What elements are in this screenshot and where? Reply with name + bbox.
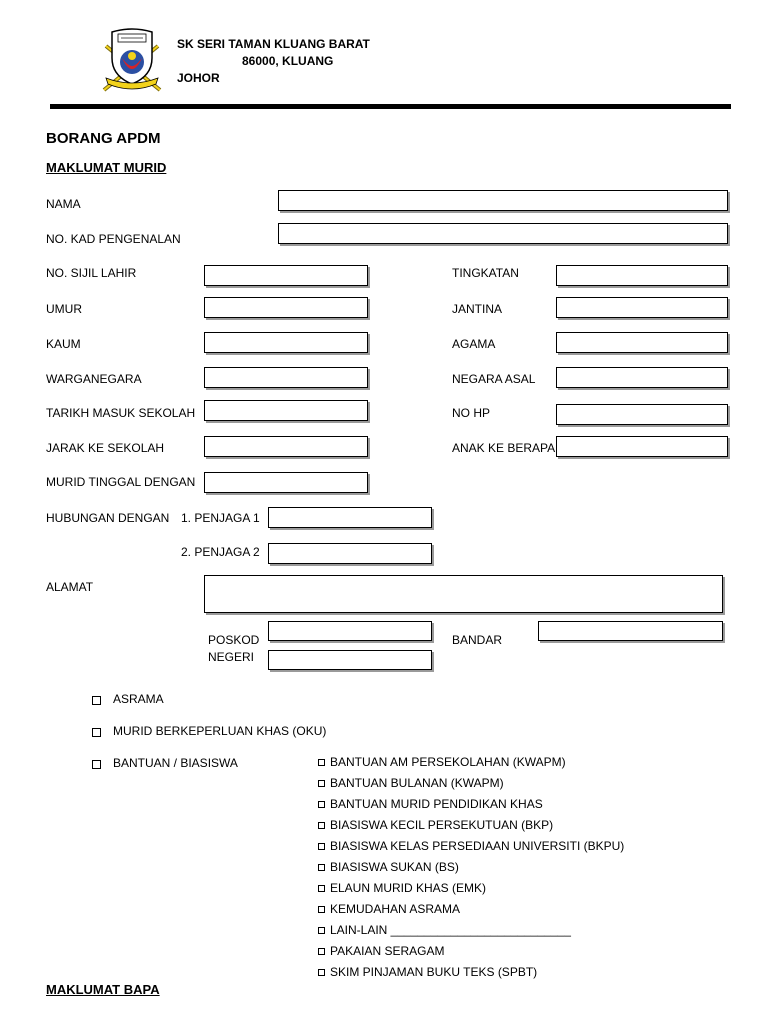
jarak-field[interactable]: [204, 436, 368, 457]
umur-label: UMUR: [46, 302, 82, 316]
tinggal-dengan-label: MURID TINGGAL DENGAN: [46, 475, 196, 489]
bandar-label: BANDAR: [452, 633, 503, 647]
asrama-checkbox[interactable]: [92, 692, 101, 710]
birth-cert-field[interactable]: [204, 265, 368, 286]
penjaga1-field[interactable]: [268, 507, 432, 528]
checkbox-icon[interactable]: [318, 801, 325, 808]
poskod-field[interactable]: [268, 621, 432, 641]
tinggal-dengan-field[interactable]: [204, 472, 368, 493]
alamat-label: ALAMAT: [46, 580, 94, 594]
tingkatan-field[interactable]: [556, 265, 728, 286]
nama-label: NAMA: [46, 197, 81, 211]
ic-field[interactable]: [278, 223, 728, 244]
asrama-label: ASRAMA: [113, 692, 164, 706]
bantuan-option[interactable]: LAIN-LAIN ___________________________: [318, 920, 624, 941]
checkbox-icon[interactable]: [318, 885, 325, 892]
checkbox-icon[interactable]: [318, 822, 325, 829]
section-student-heading: MAKLUMAT MURID: [46, 160, 167, 175]
kaum-field[interactable]: [204, 332, 368, 353]
checkbox-icon[interactable]: [318, 864, 325, 871]
penjaga1-label: 1. PENJAGA 1: [181, 511, 260, 525]
school-crest: [100, 26, 164, 94]
negara-asal-label: NEGARA ASAL: [452, 372, 536, 386]
bantuan-label: BANTUAN / BIASISWA: [113, 756, 238, 770]
nama-field[interactable]: [278, 190, 728, 211]
tarikh-masuk-field[interactable]: [204, 400, 368, 421]
anak-ke-field[interactable]: [556, 436, 728, 457]
bantuan-checkbox[interactable]: [92, 756, 101, 774]
negara-asal-field[interactable]: [556, 367, 728, 388]
checkbox-icon[interactable]: [318, 927, 325, 934]
tingkatan-label: TINGKATAN: [452, 266, 519, 280]
bantuan-option[interactable]: SKIM PINJAMAN BUKU TEKS (SPBT): [318, 962, 624, 983]
jantina-label: JANTINA: [452, 302, 503, 316]
school-state: JOHOR: [177, 71, 220, 85]
umur-field[interactable]: [204, 297, 368, 318]
header-divider: [50, 104, 731, 109]
no-hp-label: NO HP: [452, 406, 491, 420]
tarikh-masuk-label: TARIKH MASUK SEKOLAH: [46, 406, 196, 420]
checkbox-icon[interactable]: [318, 780, 325, 787]
bantuan-option[interactable]: BANTUAN BULANAN (KWAPM): [318, 773, 624, 794]
bantuan-option[interactable]: ELAUN MURID KHAS (EMK): [318, 878, 624, 899]
birth-cert-label: NO. SIJIL LAHIR: [46, 266, 137, 280]
section-father-heading: MAKLUMAT BAPA: [46, 982, 160, 997]
oku-label: MURID BERKEPERLUAN KHAS (OKU): [113, 724, 327, 738]
school-name: SK SERI TAMAN KLUANG BARAT: [177, 37, 370, 51]
checkbox-icon[interactable]: [318, 969, 325, 976]
checkbox-icon[interactable]: [318, 759, 325, 766]
alamat-field[interactable]: [204, 575, 723, 613]
school-postcode-city: 86000, KLUANG: [242, 54, 334, 68]
poskod-label: POSKOD: [208, 633, 260, 647]
checkbox-icon[interactable]: [318, 906, 325, 913]
jarak-label: JARAK KE SEKOLAH: [46, 441, 165, 455]
bantuan-option[interactable]: BIASISWA KECIL PERSEKUTUAN (BKP): [318, 815, 624, 836]
agama-label: AGAMA: [452, 337, 496, 351]
form-title: BORANG APDM: [46, 130, 161, 147]
bantuan-option[interactable]: BIASISWA KELAS PERSEDIAAN UNIVERSITI (BKPU): [318, 836, 624, 857]
negeri-field[interactable]: [268, 650, 432, 670]
warganegara-label: WARGANEGARA: [46, 372, 142, 386]
checkbox-icon[interactable]: [318, 948, 325, 955]
checkbox-icon[interactable]: [318, 843, 325, 850]
bandar-field[interactable]: [538, 621, 723, 641]
jantina-field[interactable]: [556, 297, 728, 318]
oku-checkbox[interactable]: [92, 724, 101, 742]
ic-label: NO. KAD PENGENALAN: [46, 232, 181, 246]
bantuan-options-list: [318, 752, 624, 983]
penjaga2-label: 2. PENJAGA 2: [181, 545, 260, 559]
no-hp-field[interactable]: [556, 404, 728, 425]
negeri-label: NEGERI: [208, 650, 255, 664]
bantuan-option[interactable]: BANTUAN MURID PENDIDIKAN KHAS: [318, 794, 624, 815]
hubungan-label: HUBUNGAN DENGAN: [46, 511, 170, 525]
bantuan-option[interactable]: BANTUAN AM PERSEKOLAHAN (KWAPM): [318, 752, 624, 773]
bantuan-option[interactable]: PAKAIAN SERAGAM: [318, 941, 624, 962]
bantuan-option[interactable]: BIASISWA SUKAN (BS): [318, 857, 624, 878]
bantuan-option[interactable]: KEMUDAHAN ASRAMA: [318, 899, 624, 920]
agama-field[interactable]: [556, 332, 728, 353]
penjaga2-field[interactable]: [268, 543, 432, 564]
warganegara-field[interactable]: [204, 367, 368, 388]
anak-ke-label: ANAK KE BERAPA: [452, 441, 556, 455]
kaum-label: KAUM: [46, 337, 81, 351]
